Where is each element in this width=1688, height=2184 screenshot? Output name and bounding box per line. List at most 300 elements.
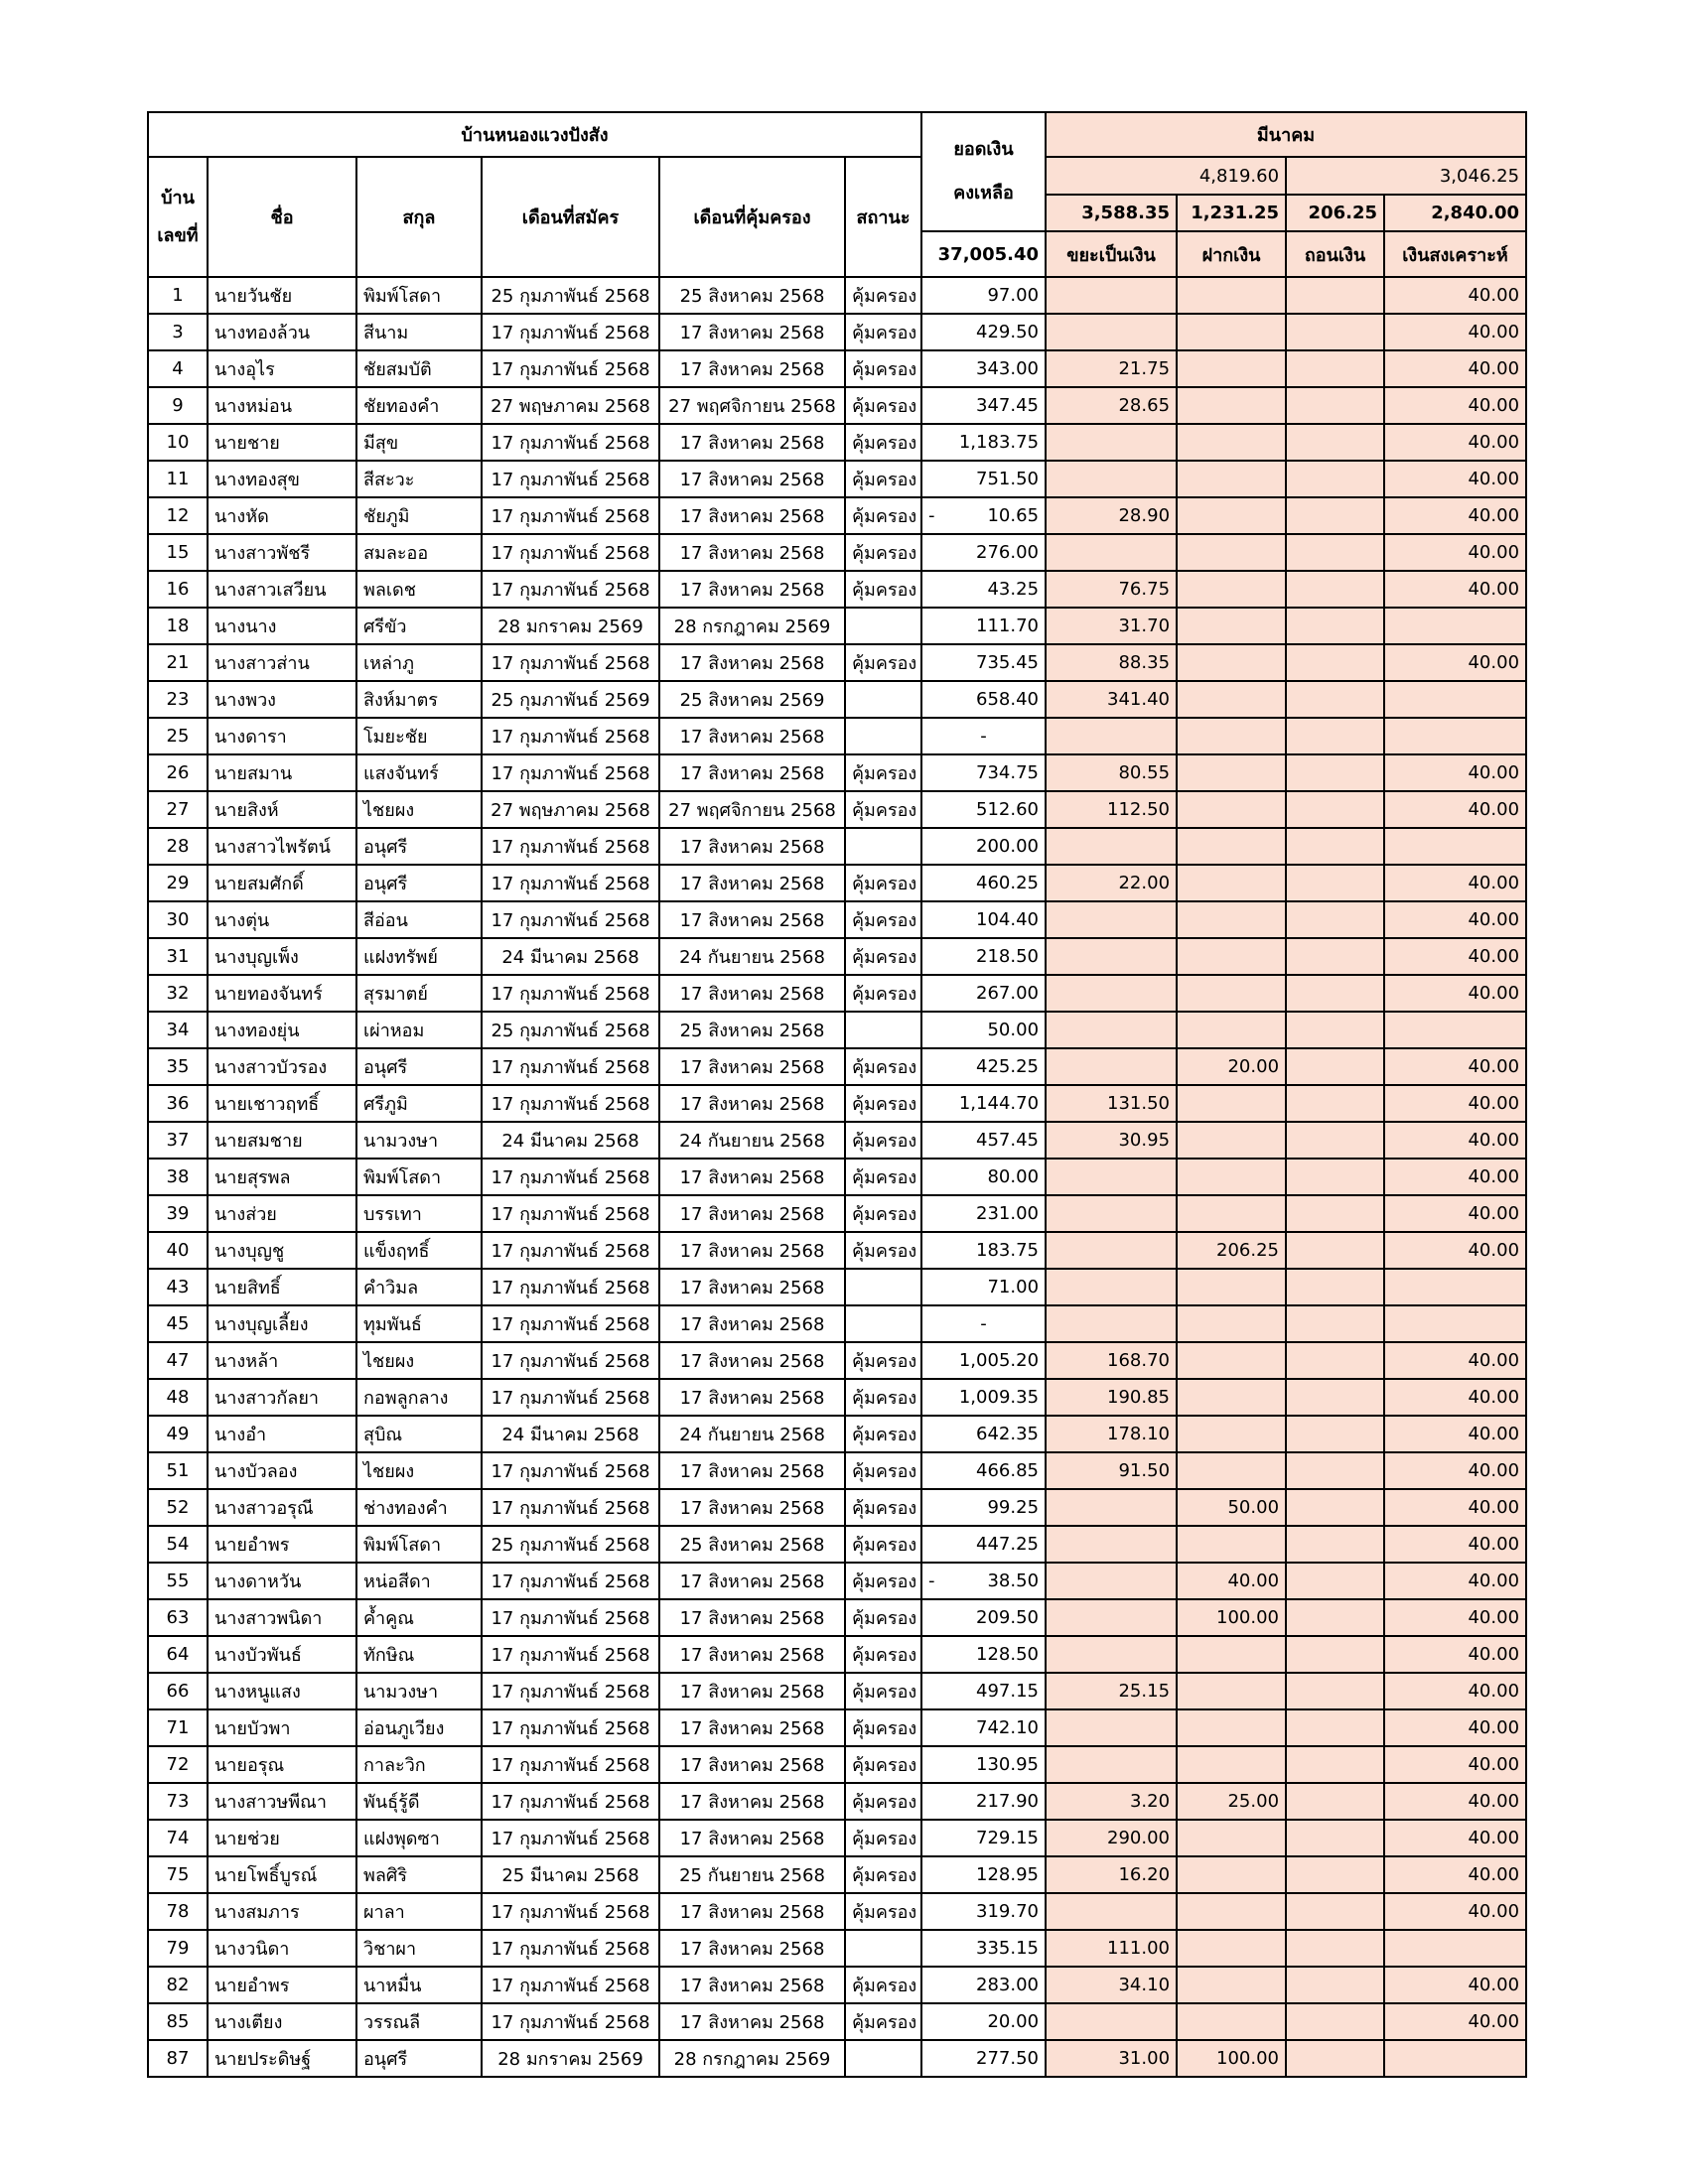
balance-value: 231.00	[976, 1203, 1040, 1224]
first-name-cell: นายช่วย	[208, 1820, 356, 1856]
balance-value: -	[980, 1313, 987, 1334]
waste-cell: 31.70	[1046, 608, 1177, 644]
balance-value: 512.60	[976, 799, 1040, 820]
deposit-cell: 100.00	[1177, 2040, 1286, 2077]
table-row	[148, 534, 1526, 571]
surname-cell: โมยะชัย	[356, 718, 482, 754]
surname-cell: อนุศรี	[356, 2040, 482, 2077]
balance-value: 642.35	[976, 1424, 1040, 1444]
first-name-cell: นางอุไร	[208, 350, 356, 387]
surname-cell: แฝงทรัพย์	[356, 938, 482, 975]
withdraw-cell	[1286, 1159, 1384, 1195]
first-name-cell: นายทองจันทร์	[208, 975, 356, 1012]
applied-date-cell: 17 กุมภาพันธ์ 2568	[482, 2003, 659, 2040]
deposit-header: ฝากเงิน	[1177, 231, 1286, 277]
protection-date-cell: 17 สิงหาคม 2568	[659, 1232, 845, 1269]
waste-cell: 80.55	[1046, 754, 1177, 791]
applied-date-cell: 17 กุมภาพันธ์ 2568	[482, 1305, 659, 1342]
surname-cell: พิมพ์โสดา	[356, 1526, 482, 1563]
status-cell: คุ้มครอง	[845, 1122, 921, 1159]
welfare-cell: 40.00	[1384, 1820, 1526, 1856]
deposit-cell	[1177, 1967, 1286, 2003]
balance-cell	[921, 1967, 1046, 2003]
welfare-cell: 40.00	[1384, 1489, 1526, 1526]
deposit-cell	[1177, 644, 1286, 681]
applied-date-cell: 17 กุมภาพันธ์ 2568	[482, 1783, 659, 1820]
first-name-cell: นางทองสุข	[208, 461, 356, 497]
first-name-cell: นางเตียง	[208, 2003, 356, 2040]
balance-cell	[921, 1673, 1046, 1709]
house-no-cell: 16	[148, 571, 208, 608]
first-name-cell: นางสมภาร	[208, 1893, 356, 1930]
applied-month-header: เดือนที่สมัคร	[482, 157, 659, 277]
status-cell	[845, 718, 921, 754]
applied-date-cell: 17 กุมภาพันธ์ 2568	[482, 1269, 659, 1305]
balance-cell	[921, 1305, 1046, 1342]
balance-value: 734.75	[976, 762, 1040, 783]
deposit-cell	[1177, 1305, 1286, 1342]
protection-date-cell: 17 สิงหาคม 2568	[659, 1085, 845, 1122]
balance-cell	[921, 461, 1046, 497]
house-no-cell: 9	[148, 387, 208, 424]
deposit-cell	[1177, 1122, 1286, 1159]
negative-sign: -	[928, 505, 935, 526]
table-row	[148, 1783, 1526, 1820]
first-name-cell: นางทองล้วน	[208, 314, 356, 350]
balance-value: 425.25	[976, 1056, 1040, 1077]
balance-header-line1: ยอดเงิน	[953, 139, 1014, 160]
welfare-cell: 40.00	[1384, 461, 1526, 497]
withdraw-cell	[1286, 497, 1384, 534]
balance-value: 267.00	[976, 983, 1040, 1004]
balance-value: 729.15	[976, 1828, 1040, 1848]
withdraw-header: ถอนเงิน	[1286, 231, 1384, 277]
balance-cell	[921, 1930, 1046, 1967]
status-cell: คุ้มครอง	[845, 1636, 921, 1673]
first-name-cell: นางนาง	[208, 608, 356, 644]
applied-date-cell: 17 กุมภาพันธ์ 2568	[482, 1709, 659, 1746]
deposit-cell	[1177, 1856, 1286, 1893]
applied-date-cell: 17 กุมภาพันธ์ 2568	[482, 718, 659, 754]
status-cell: คุ้มครอง	[845, 975, 921, 1012]
balance-value: 20.00	[987, 2011, 1040, 2032]
table-row	[148, 1893, 1526, 1930]
welfare-total: 2,840.00	[1384, 195, 1526, 231]
applied-date-cell: 17 กุมภาพันธ์ 2568	[482, 497, 659, 534]
surname-cell: เหล่าภู	[356, 644, 482, 681]
protection-date-cell: 25 กันยายน 2568	[659, 1856, 845, 1893]
protection-date-cell: 17 สิงหาคม 2568	[659, 718, 845, 754]
applied-date-cell: 25 มีนาคม 2568	[482, 1856, 659, 1893]
protection-date-cell: 25 สิงหาคม 2568	[659, 277, 845, 314]
table-row	[148, 901, 1526, 938]
welfare-cell: 40.00	[1384, 1159, 1526, 1195]
status-cell: คุ้มครอง	[845, 865, 921, 901]
withdraw-cell	[1286, 1269, 1384, 1305]
welfare-cell: 40.00	[1384, 644, 1526, 681]
protection-date-cell: 17 สิงหาคม 2568	[659, 1746, 845, 1783]
balance-value: 460.25	[976, 873, 1040, 893]
waste-cell	[1046, 1232, 1177, 1269]
waste-cell	[1046, 718, 1177, 754]
welfare-cell: 40.00	[1384, 1085, 1526, 1122]
balance-cell	[921, 791, 1046, 828]
deposit-cell	[1177, 277, 1286, 314]
waste-cell: 28.65	[1046, 387, 1177, 424]
waste-header: ขยะเป็นเงิน	[1046, 231, 1177, 277]
surname-cell: ศรีขัว	[356, 608, 482, 644]
balance-value: 50.00	[987, 1020, 1040, 1040]
house-no-cell: 15	[148, 534, 208, 571]
balance-value: 43.25	[987, 579, 1040, 600]
balance-cell	[921, 608, 1046, 644]
surname-cell: สีสะวะ	[356, 461, 482, 497]
first-name-cell: นางส่วย	[208, 1195, 356, 1232]
balance-value: 343.00	[976, 358, 1040, 379]
welfare-cell: 40.00	[1384, 754, 1526, 791]
deposit-cell	[1177, 534, 1286, 571]
applied-date-cell: 24 มีนาคม 2568	[482, 938, 659, 975]
deposit-cell	[1177, 754, 1286, 791]
waste-cell	[1046, 277, 1177, 314]
deposit-cell	[1177, 1159, 1286, 1195]
applied-date-cell: 17 กุมภาพันธ์ 2568	[482, 350, 659, 387]
house-no-cell: 45	[148, 1305, 208, 1342]
deposit-cell	[1177, 1709, 1286, 1746]
protection-date-cell: 28 กรกฎาคม 2569	[659, 608, 845, 644]
savings-ledger-table	[147, 111, 1527, 2078]
house-no-cell: 78	[148, 1893, 208, 1930]
house-no-cell: 79	[148, 1930, 208, 1967]
balance-cell	[921, 1526, 1046, 1563]
waste-cell: 25.15	[1046, 1673, 1177, 1709]
house-no-cell: 74	[148, 1820, 208, 1856]
balance-cell	[921, 1195, 1046, 1232]
applied-date-cell: 17 กุมภาพันธ์ 2568	[482, 1232, 659, 1269]
protection-date-cell: 17 สิงหาคม 2568	[659, 1305, 845, 1342]
withdraw-cell	[1286, 1452, 1384, 1489]
waste-cell: 131.50	[1046, 1085, 1177, 1122]
welfare-cell: 40.00	[1384, 1195, 1526, 1232]
protection-date-cell: 17 สิงหาคม 2568	[659, 534, 845, 571]
protection-date-cell: 17 สิงหาคม 2568	[659, 1967, 845, 2003]
surname-cell: สมละออ	[356, 534, 482, 571]
protection-date-cell: 28 กรกฎาคม 2569	[659, 2040, 845, 2077]
status-cell: คุ้มครอง	[845, 1416, 921, 1452]
protection-date-cell: 17 สิงหาคม 2568	[659, 1048, 845, 1085]
balance-header	[921, 112, 1046, 231]
status-cell: คุ้มครอง	[845, 534, 921, 571]
status-cell: คุ้มครอง	[845, 387, 921, 424]
deposit-cell	[1177, 1930, 1286, 1967]
house-no-cell: 31	[148, 938, 208, 975]
house-no-cell: 32	[148, 975, 208, 1012]
welfare-cell: 40.00	[1384, 901, 1526, 938]
balance-cell	[921, 350, 1046, 387]
first-name-cell: นางสาวพนิดา	[208, 1599, 356, 1636]
protection-date-cell: 17 สิงหาคม 2568	[659, 424, 845, 461]
table-row	[148, 497, 1526, 534]
status-cell: คุ้มครอง	[845, 1820, 921, 1856]
withdraw-cell	[1286, 1048, 1384, 1085]
withdraw-cell	[1286, 644, 1384, 681]
applied-date-cell: 17 กุมภาพันธ์ 2568	[482, 1048, 659, 1085]
waste-cell	[1046, 1526, 1177, 1563]
waste-cell	[1046, 1305, 1177, 1342]
applied-date-cell: 25 กุมภาพันธ์ 2568	[482, 1012, 659, 1048]
table-row	[148, 1379, 1526, 1416]
withdraw-cell	[1286, 754, 1384, 791]
house-no-cell: 27	[148, 791, 208, 828]
status-cell	[845, 1930, 921, 1967]
balance-value: 209.50	[976, 1607, 1040, 1628]
status-cell: คุ้มครอง	[845, 571, 921, 608]
house-no-cell: 47	[148, 1342, 208, 1379]
welfare-cell	[1384, 681, 1526, 718]
applied-date-cell: 17 กุมภาพันธ์ 2568	[482, 1489, 659, 1526]
first-name-cell: นางสาวอรุณี	[208, 1489, 356, 1526]
waste-cell	[1046, 1893, 1177, 1930]
withdraw-cell	[1286, 681, 1384, 718]
waste-cell: 88.35	[1046, 644, 1177, 681]
status-cell: คุ้มครอง	[845, 1599, 921, 1636]
waste-cell: 30.95	[1046, 1122, 1177, 1159]
waste-cell	[1046, 424, 1177, 461]
first-name-cell: นางพวง	[208, 681, 356, 718]
table-row	[148, 1673, 1526, 1709]
table-row	[148, 1122, 1526, 1159]
surname-cell: พันธุ์รู้ดี	[356, 1783, 482, 1820]
table-row	[148, 2040, 1526, 2077]
protection-date-cell: 17 สิงหาคม 2568	[659, 754, 845, 791]
applied-date-cell: 17 กุมภาพันธ์ 2568	[482, 461, 659, 497]
status-cell: คุ้มครอง	[845, 1159, 921, 1195]
status-cell	[845, 681, 921, 718]
surname-cell: สุบิณ	[356, 1416, 482, 1452]
balance-value: 128.95	[976, 1864, 1040, 1885]
house-no-cell: 39	[148, 1195, 208, 1232]
balance-value: 429.50	[976, 322, 1040, 342]
welfare-cell: 40.00	[1384, 1893, 1526, 1930]
withdraw-cell	[1286, 718, 1384, 754]
balance-cell	[921, 1746, 1046, 1783]
table-row	[148, 1856, 1526, 1893]
balance-cell	[921, 1159, 1046, 1195]
balance-value: 99.25	[987, 1497, 1040, 1518]
protection-date-cell: 27 พฤศจิกายน 2568	[659, 387, 845, 424]
status-cell: คุ้มครอง	[845, 424, 921, 461]
waste-cell	[1046, 1709, 1177, 1746]
table-row	[148, 608, 1526, 644]
surname-cell: อนุศรี	[356, 1048, 482, 1085]
first-name-cell: นายสมศักดิ์	[208, 865, 356, 901]
table-row	[148, 1159, 1526, 1195]
waste-cell: 31.00	[1046, 2040, 1177, 2077]
first-name-cell: นายอรุณ	[208, 1746, 356, 1783]
table-row	[148, 424, 1526, 461]
table-row	[148, 1269, 1526, 1305]
first-name-cell: นางบัวพันธ์	[208, 1636, 356, 1673]
withdraw-cell	[1286, 1305, 1384, 1342]
house-no-cell: 18	[148, 608, 208, 644]
applied-date-cell: 17 กุมภาพันธ์ 2568	[482, 1599, 659, 1636]
house-no-cell: 51	[148, 1452, 208, 1489]
house-no-cell: 3	[148, 314, 208, 350]
applied-date-cell: 17 กุมภาพันธ์ 2568	[482, 534, 659, 571]
status-cell: คุ้มครอง	[845, 901, 921, 938]
waste-cell: 21.75	[1046, 350, 1177, 387]
surname-cell: ไชยผง	[356, 1342, 482, 1379]
waste-cell: 22.00	[1046, 865, 1177, 901]
table-row	[148, 1746, 1526, 1783]
first-name-cell: นายบัวพา	[208, 1709, 356, 1746]
waste-cell: 341.40	[1046, 681, 1177, 718]
withdraw-cell	[1286, 865, 1384, 901]
deposit-cell	[1177, 571, 1286, 608]
surname-cell: สีอ่อน	[356, 901, 482, 938]
surname-cell: ศรีภูมิ	[356, 1085, 482, 1122]
protection-date-cell: 17 สิงหาคม 2568	[659, 1452, 845, 1489]
waste-cell: 91.50	[1046, 1452, 1177, 1489]
balance-cell	[921, 1122, 1046, 1159]
income-total: 4,819.60	[1046, 157, 1286, 195]
first-name-cell: นางหนูแสง	[208, 1673, 356, 1709]
balance-cell	[921, 901, 1046, 938]
balance-cell	[921, 1342, 1046, 1379]
balance-cell	[921, 1012, 1046, 1048]
balance-cell	[921, 1085, 1046, 1122]
table-row	[148, 1489, 1526, 1526]
table-row	[148, 754, 1526, 791]
first-name-cell: นางหม่อน	[208, 387, 356, 424]
waste-cell	[1046, 1746, 1177, 1783]
balance-value: 217.90	[976, 1791, 1040, 1812]
house-no-cell: 37	[148, 1122, 208, 1159]
house-no-cell: 55	[148, 1563, 208, 1599]
first-name-cell: นางทองยุ่น	[208, 1012, 356, 1048]
status-cell: คุ้มครอง	[845, 1893, 921, 1930]
status-cell: คุ้มครอง	[845, 1673, 921, 1709]
house-no-header	[148, 157, 208, 277]
balance-value: 104.40	[976, 909, 1040, 930]
surname-cell: ทุมพันธ์	[356, 1305, 482, 1342]
protection-date-cell: 17 สิงหาคม 2568	[659, 1269, 845, 1305]
deposit-cell	[1177, 1012, 1286, 1048]
deposit-cell: 206.25	[1177, 1232, 1286, 1269]
applied-date-cell: 17 กุมภาพันธ์ 2568	[482, 1746, 659, 1783]
waste-cell	[1046, 1048, 1177, 1085]
withdraw-cell	[1286, 1416, 1384, 1452]
withdraw-cell	[1286, 534, 1384, 571]
first-name-cell: นางบุญชู	[208, 1232, 356, 1269]
welfare-cell: 40.00	[1384, 1709, 1526, 1746]
status-cell	[845, 608, 921, 644]
surname-cell: วิชาผา	[356, 1930, 482, 1967]
balance-value: 466.85	[976, 1460, 1040, 1481]
balance-value: 218.50	[976, 946, 1040, 967]
protection-date-cell: 17 สิงหาคม 2568	[659, 2003, 845, 2040]
house-no-cell: 35	[148, 1048, 208, 1085]
surname-cell: แสงจันทร์	[356, 754, 482, 791]
welfare-cell	[1384, 1269, 1526, 1305]
deposit-cell	[1177, 1379, 1286, 1416]
withdraw-cell	[1286, 1012, 1384, 1048]
first-name-cell: นางหัด	[208, 497, 356, 534]
balance-value: 735.45	[976, 652, 1040, 673]
house-no-cell: 72	[148, 1746, 208, 1783]
status-cell: คุ้มครอง	[845, 277, 921, 314]
welfare-cell	[1384, 1305, 1526, 1342]
balance-value: 97.00	[987, 285, 1040, 306]
table-row	[148, 1709, 1526, 1746]
surname-cell: สีนาม	[356, 314, 482, 350]
table-row	[148, 2003, 1526, 2040]
withdraw-cell	[1286, 938, 1384, 975]
status-cell: คุ้มครอง	[845, 791, 921, 828]
house-no-cell: 75	[148, 1856, 208, 1893]
withdraw-cell	[1286, 1526, 1384, 1563]
waste-cell: 290.00	[1046, 1820, 1177, 1856]
balance-value: 335.15	[976, 1938, 1040, 1959]
deposit-cell	[1177, 1636, 1286, 1673]
applied-date-cell: 17 กุมภาพันธ์ 2568	[482, 1967, 659, 2003]
protection-date-cell: 25 สิงหาคม 2568	[659, 1012, 845, 1048]
balance-cell	[921, 681, 1046, 718]
first-name-cell: นางตุ่น	[208, 901, 356, 938]
house-no-cell: 87	[148, 2040, 208, 2077]
protection-date-cell: 24 กันยายน 2568	[659, 938, 845, 975]
balance-cell	[921, 1783, 1046, 1820]
surname-cell: ไชยผง	[356, 791, 482, 828]
deposit-cell	[1177, 828, 1286, 865]
deposit-cell: 40.00	[1177, 1563, 1286, 1599]
surname-cell: บรรเทา	[356, 1195, 482, 1232]
status-cell: คุ้มครอง	[845, 314, 921, 350]
surname-cell: อนุศรี	[356, 828, 482, 865]
house-no-cell: 52	[148, 1489, 208, 1526]
welfare-cell: 40.00	[1384, 350, 1526, 387]
waste-cell	[1046, 1489, 1177, 1526]
applied-date-cell: 17 กุมภาพันธ์ 2568	[482, 1195, 659, 1232]
waste-cell	[1046, 1159, 1177, 1195]
house-no-cell: 71	[148, 1709, 208, 1746]
first-name-cell: นางหล้า	[208, 1342, 356, 1379]
balance-value: 183.75	[976, 1240, 1040, 1261]
table-row	[148, 1012, 1526, 1048]
balance-cell	[921, 2003, 1046, 2040]
applied-date-cell: 17 กุมภาพันธ์ 2568	[482, 865, 659, 901]
surname-cell: พลเดช	[356, 571, 482, 608]
first-name-cell: นายอำพร	[208, 1967, 356, 2003]
first-name-cell: นางดารา	[208, 718, 356, 754]
balance-cell	[921, 314, 1046, 350]
balance-value: 658.40	[976, 689, 1040, 710]
waste-cell: 168.70	[1046, 1342, 1177, 1379]
deposit-cell	[1177, 1673, 1286, 1709]
house-no-cell: 25	[148, 718, 208, 754]
withdraw-cell	[1286, 1232, 1384, 1269]
surname-cell: มีสุข	[356, 424, 482, 461]
deposit-cell	[1177, 497, 1286, 534]
deposit-cell	[1177, 1342, 1286, 1379]
welfare-cell: 40.00	[1384, 424, 1526, 461]
deposit-cell: 20.00	[1177, 1048, 1286, 1085]
status-cell: คุ้มครอง	[845, 644, 921, 681]
balance-value: 1,144.70	[958, 1093, 1040, 1114]
protection-date-cell: 17 สิงหาคม 2568	[659, 1489, 845, 1526]
status-cell: คุ้มครอง	[845, 1783, 921, 1820]
applied-date-cell: 27 พฤษภาคม 2568	[482, 387, 659, 424]
